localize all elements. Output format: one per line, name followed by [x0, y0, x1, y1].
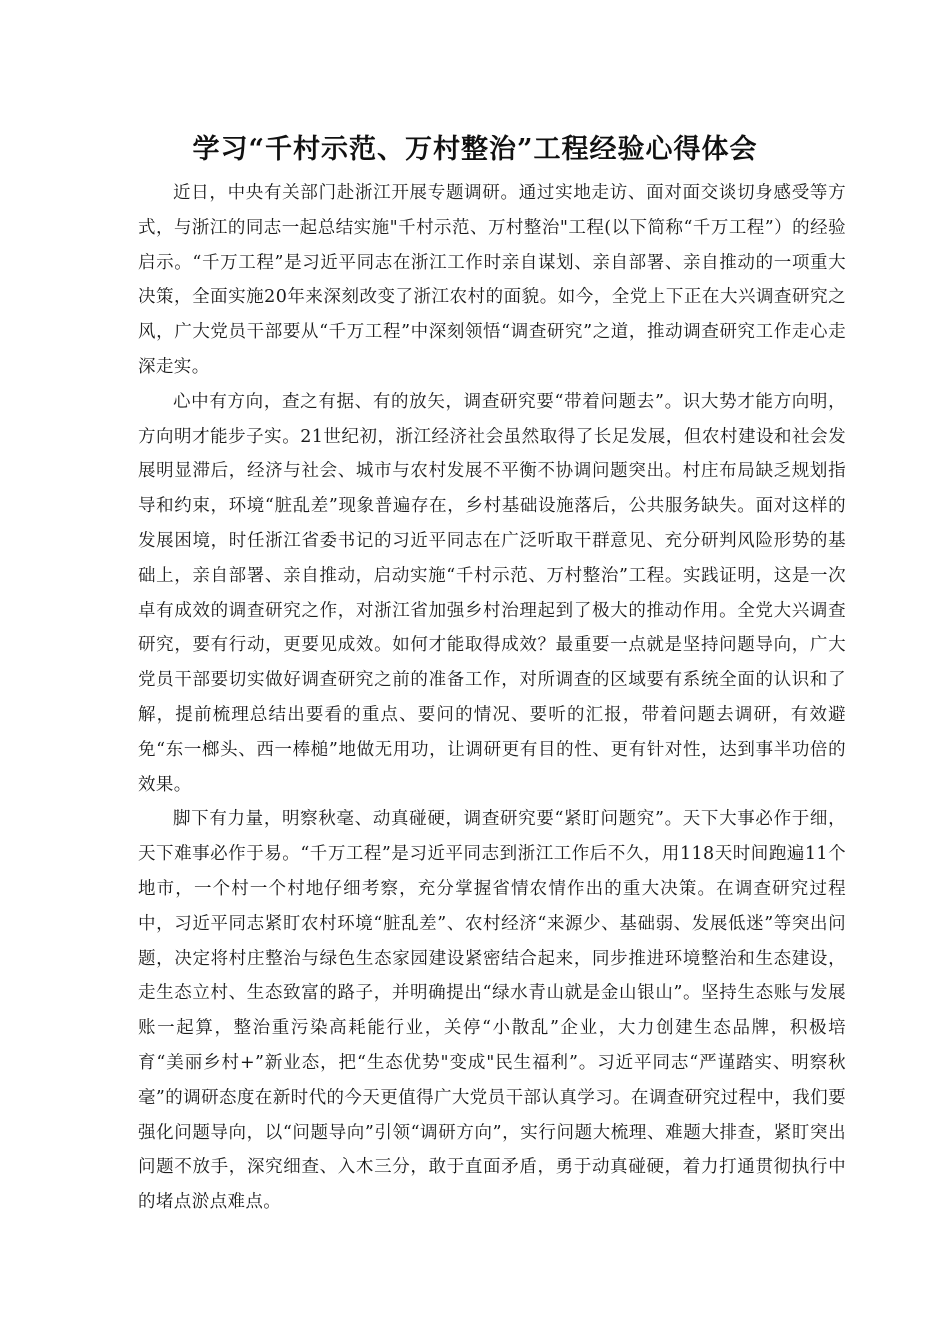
paragraph-strength: 脚下有力量，明察秋毫、动真碰硬，调查研究要“紧盯问题究”。天下大事必作于细，天下难事必作于易。“千万工程”是习近平同志到浙江工作后不久，用118天时间跑遍11个地市，一个村一个村地仔细考察，充分掌握省情农情作出的重大决策。在调查研究过程中，习近平同志紧盯农村环境“脏乱差”、农村经济“来源少、基础弱、发展低迷”等突出问题，决定将村庄整治与绿色生态家园建设紧密结合起来，同步推进环境整治和生态建设，走生态立村、生态致富的路子，并明确提出“绿水青山就是金山银山”。坚持生态账与发展账一起算，整治重污染高耗能行业，关停“小散乱”企业，大力创建生态品牌，积极培育“美丽乡村+”新业态，把“生态优势"变成"民生福利”。习近平同志“严谨踏实、明察秋毫”的调研态度在新时代的今天更值得广大党员干部认真学习。在调查研究过程中，我们要强化问题导向，以“问题导向”引领“调研方向”，实行问题大梳理、难题大排查，紧盯突出问题不放手，深究细查、入木三分，敢于直面矛盾，勇于动真碰硬，着力打通贯彻执行中的堵点淤点难点。: [138, 809, 846, 1213]
paragraph-intro: 近日，中央有关部门赴浙江开展专题调研。通过实地走访、面对面交谈切身感受等方式，与浙江的同志一起总结实施"千村示范、万村整治"工程(以下简称“千万工程”）的经验启示。“千万工程”是习近平同志在浙江工作时亲自谋划、亲自部署、亲自推动的一项重大决策，全面实施20年来深刻改变了浙江农村的面貌。如今，全党上下正在大兴调查研究之风，广大党员干部要从“千万工程”中深刻领悟“调查研究”之道，推动调查研究工作走心走深走实。: [138, 183, 846, 377]
paragraph-direction: 心中有方向，查之有据、有的放矢，调查研究要“带着问题去”。识大势才能方向明，方向明才能步子实。21世纪初，浙江经济社会虽然取得了长足发展，但农村建设和社会发展明显滞后，经济与社会、城市与农村发展不平衡不协调问题突出。村庄布局缺乏规划指导和约束，环境“脏乱差”现象普遍存在，乡村基础设施落后，公共服务缺失。面对这样的发展困境，时任浙江省委书记的习近平同志在广泛听取干群意见、充分研判风险形势的基础上，亲自部署、亲自推动，启动实施“千村示范、万村整治”工程。实践证明，这是一次卓有成效的调查研究之作，对浙江省加强乡村治理起到了极大的推动作用。全党大兴调查研究，要有行动，更要见成效。如何才能取得成效？最重要一点就是坚持问题导向，广大党员干部要切实做好调查研究之前的准备工作，对所调查的区域要有系统全面的认识和了解，提前梳理总结出要看的重点、要问的情况、要听的汇报，带着问题去调研，有效避免“东一榔头、西一棒槌”地做无用功，让调研更有目的性、更有针对性，达到事半功倍的效果。: [138, 391, 846, 795]
document-title: 学习“千村示范、万村整治”工程经验心得体会: [192, 134, 758, 165]
document-body: [138, 176, 846, 1220]
